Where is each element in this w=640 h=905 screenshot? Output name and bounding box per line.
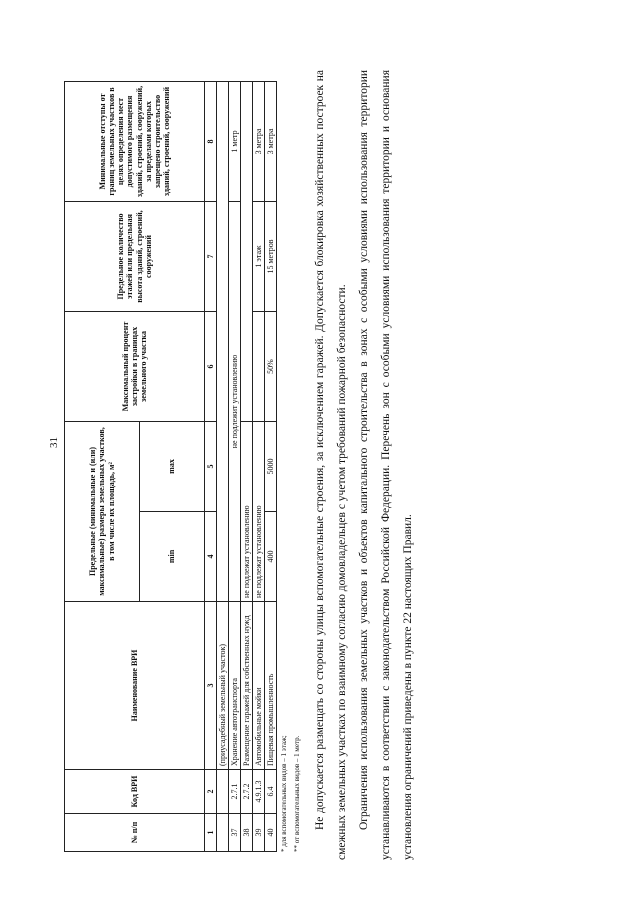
header-size-group: Предельные (минимальные и (или) максимальные) размеры земельных участков, в том числе их площадь, м²: [65, 422, 140, 602]
col-number: 8: [205, 82, 217, 202]
cell-coverage: 50%: [265, 312, 277, 422]
body-paragraph: Не допускается размещать со стороны улицы вспомогательные строения, за исключением гаражей. Допускается блокировка хозяйственных построек на смежных земельных участках по взаимному согласию домовладельцев с учетом требований пожарной безопасности.: [314, 70, 349, 860]
header-code: Код ВРИ: [65, 770, 205, 814]
col-number: 2: [205, 770, 217, 814]
cell-size-not-subject: не подлежат установлению: [241, 422, 253, 602]
header-max: max: [140, 422, 205, 512]
header-num: № п/п: [65, 814, 205, 852]
cell-num: 39: [253, 814, 265, 852]
body-paragraph: Ограничения использования земельных участков и объектов капитального строительства в зонах с особыми условиями использования территории устанавливаются в соответствии с законодательством Российской Федерации. Перечень зон с особыми условиями использования территории и основания установления ограничений приведены в пункте 22 настоящих Правил.: [358, 70, 415, 860]
cell-code: 4.9.1.3: [253, 770, 265, 814]
cell-name: Размещение гаражей для собственных нужд: [241, 602, 253, 770]
cell-empty: [241, 82, 253, 422]
table-footnote: ** от вспомогательных видов – 1 метр.: [293, 735, 302, 852]
cell-num: [217, 814, 229, 852]
header-floors: Предельное количество этажей или предельная высота зданий, строений, сооружений: [65, 202, 205, 312]
cell-name: (приусадебный земельный участок): [217, 602, 229, 770]
cell-code: [217, 770, 229, 814]
cell-num: 38: [241, 814, 253, 852]
cell-code: 2.7.1: [229, 770, 241, 814]
table-row: [229, 82, 241, 852]
cell-setback: 3 метра: [253, 82, 265, 202]
header-coverage: Максимальный процент застройки в границах земельного участка: [65, 312, 205, 422]
table-row: [265, 82, 277, 852]
cell-name: Хранение автотранспорта: [229, 602, 241, 770]
cell-empty: [253, 312, 265, 422]
col-number: 5: [205, 422, 217, 512]
header-name: Наименование ВРИ: [65, 602, 205, 770]
col-number: 6: [205, 312, 217, 422]
cell-min: 400: [265, 512, 277, 602]
cell-name: Автомобильные мойки: [253, 602, 265, 770]
header-min: min: [140, 512, 205, 602]
cell-code: 2.7.2: [241, 770, 253, 814]
col-number: 4: [205, 512, 217, 602]
cell-num: 37: [229, 814, 241, 852]
table-row: [253, 82, 265, 852]
cell-max: 5000: [265, 422, 277, 512]
cell-name: Пищевая промышленность: [265, 602, 277, 770]
column-number-row: [205, 82, 217, 852]
table-footnote: * для вспомогательных видов – 1 этаж;: [280, 735, 289, 852]
page-number: 31: [48, 437, 60, 448]
cell-setback-1m: 1 метр: [229, 82, 241, 202]
table-row: [217, 82, 229, 852]
cell-size-not-subject: не подлежат установлению: [253, 422, 265, 602]
header-setback: Минимальные отступы от границ земельных участков в целях определения мест допустимого размещения зданий, строений, сооружений, за пределами которых запрещено строительство зданий, строений, сооружений: [65, 82, 205, 202]
col-number: 7: [205, 202, 217, 312]
rotated-page-content: [64, 40, 419, 860]
cell-code: 6.4: [265, 770, 277, 814]
table-row: [241, 82, 253, 852]
cell-floors: 1 этаж: [253, 202, 265, 312]
cell-num: 40: [265, 814, 277, 852]
col-number: 1: [205, 814, 217, 852]
cell-floors: 15 метров: [265, 202, 277, 312]
cell-setback: 3 метра: [265, 82, 277, 202]
table-header-row: [65, 82, 140, 852]
cell-empty: [217, 82, 229, 602]
zoning-parameters-table: [64, 81, 277, 852]
cell-not-subject-coverage: не подлежит установлению: [229, 202, 241, 602]
col-number: 3: [205, 602, 217, 770]
